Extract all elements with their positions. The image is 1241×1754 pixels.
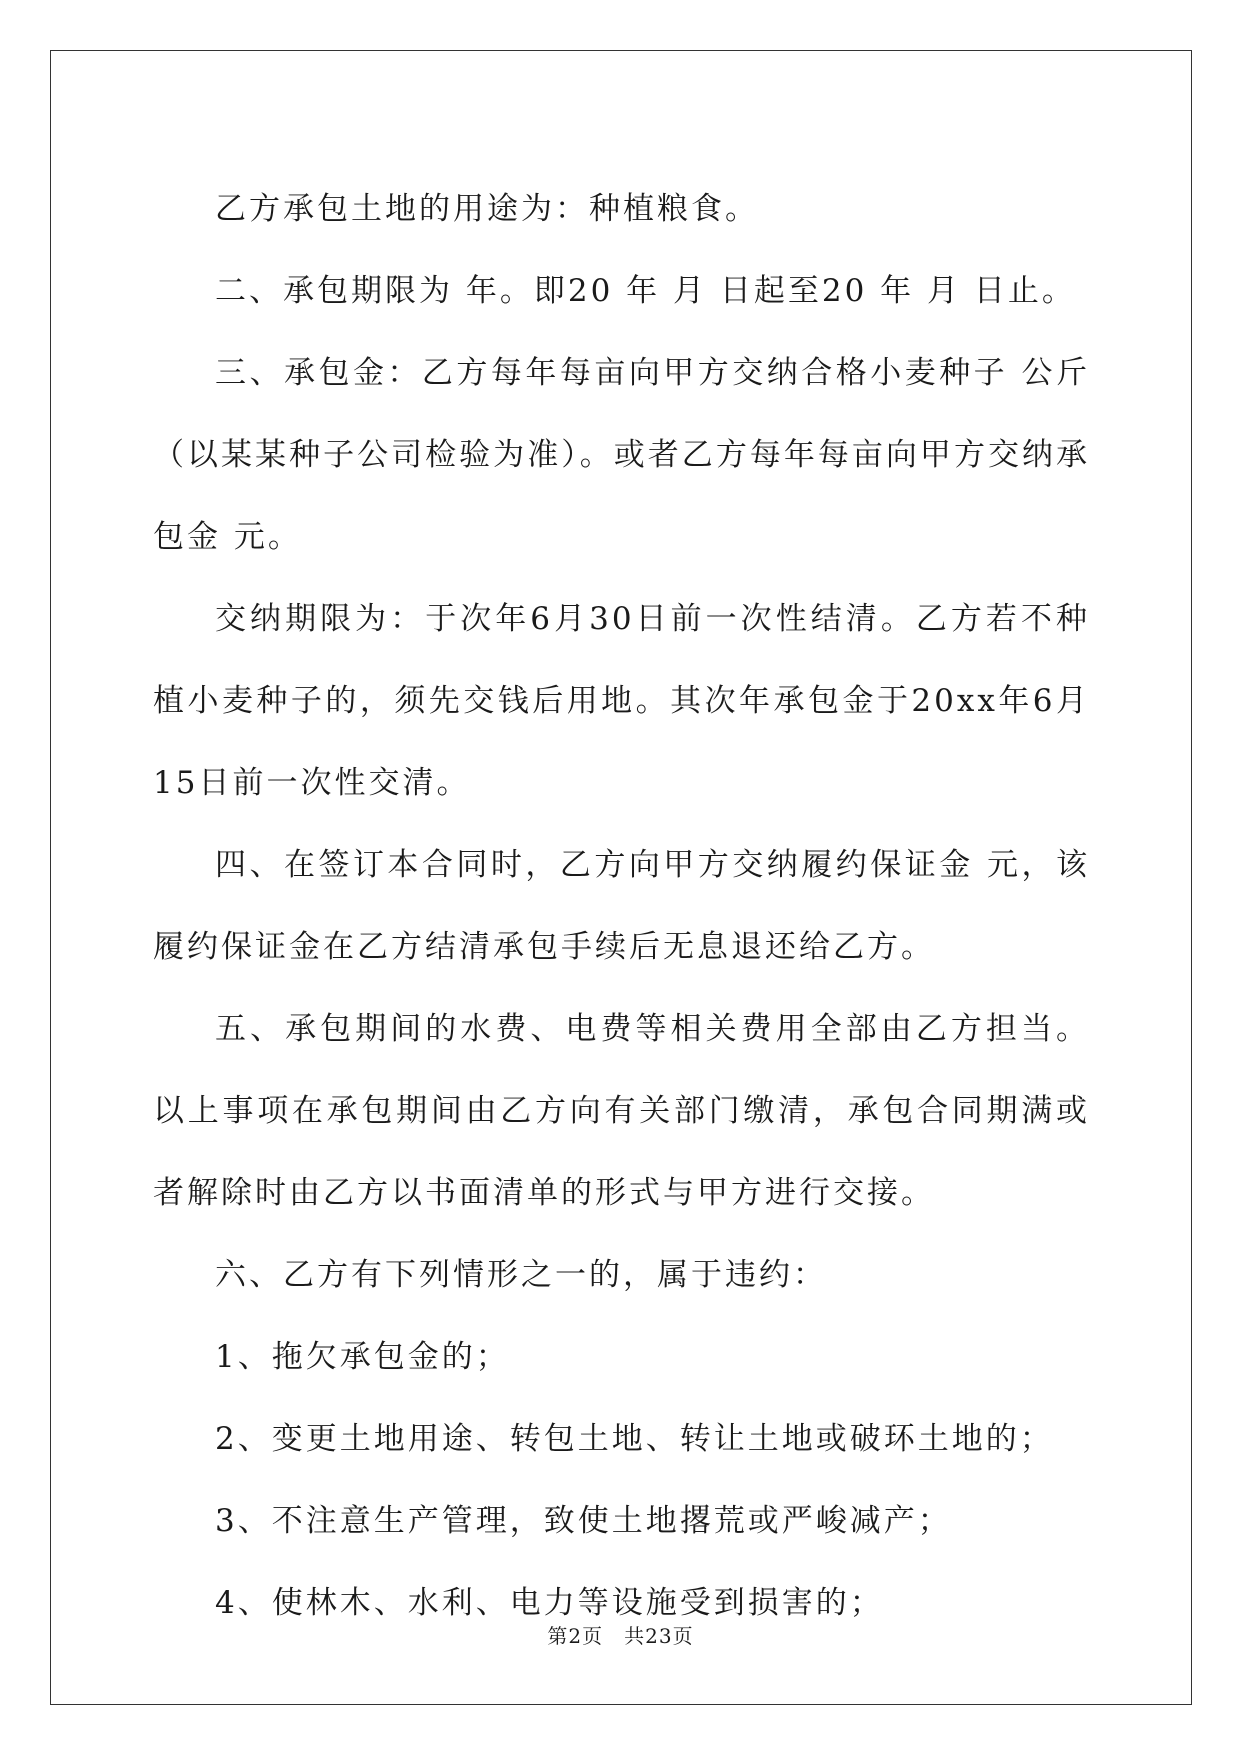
paragraph: 二、承包期限为 年。即20 年 月 日起至20 年 月 日止。 (215, 273, 1076, 309)
page-number: 第2页 共23页 (547, 1624, 694, 1648)
paragraph: 4、使林木、水利、电力等设施受到损害的； (215, 1585, 884, 1621)
paragraph: 乙方承包土地的用途为：种植粮食。 (215, 191, 759, 227)
paragraph: 五、承包期间的水费、电费等相关费用全部由乙方担当。以上事项在承包期间由乙方向有关部门缴清，承包合同期满或者解除时由乙方以书面清单的形式与甲方进行交接。 (153, 1011, 1090, 1211)
paragraph: 交纳期限为：于次年6月30日前一次性结清。乙方若不种植小麦种子的，须先交钱后用地。其次年承包金于20xx年6月15日前一次性交清。 (153, 601, 1090, 801)
paragraph: 三、承包金：乙方每年每亩向甲方交纳合格小麦种子 公斤（以某某种子公司检验为准）。或者乙方每年每亩向甲方交纳承包金 元。 (153, 355, 1090, 555)
paragraph: 六、乙方有下列情形之一的，属于违约： (215, 1257, 827, 1293)
document-body (153, 168, 1090, 1644)
paragraph: 2、变更土地用途、转包土地、转让土地或破环土地的； (215, 1421, 1054, 1457)
paragraph: 1、拖欠承包金的； (215, 1339, 510, 1375)
paragraph: 四、在签订本合同时，乙方向甲方交纳履约保证金 元，该履约保证金在乙方结清承包手续后无息退还给乙方。 (153, 847, 1090, 965)
paragraph: 3、不注意生产管理，致使土地撂荒或严峻减产； (215, 1503, 952, 1539)
page-footer (0, 1620, 1241, 1649)
